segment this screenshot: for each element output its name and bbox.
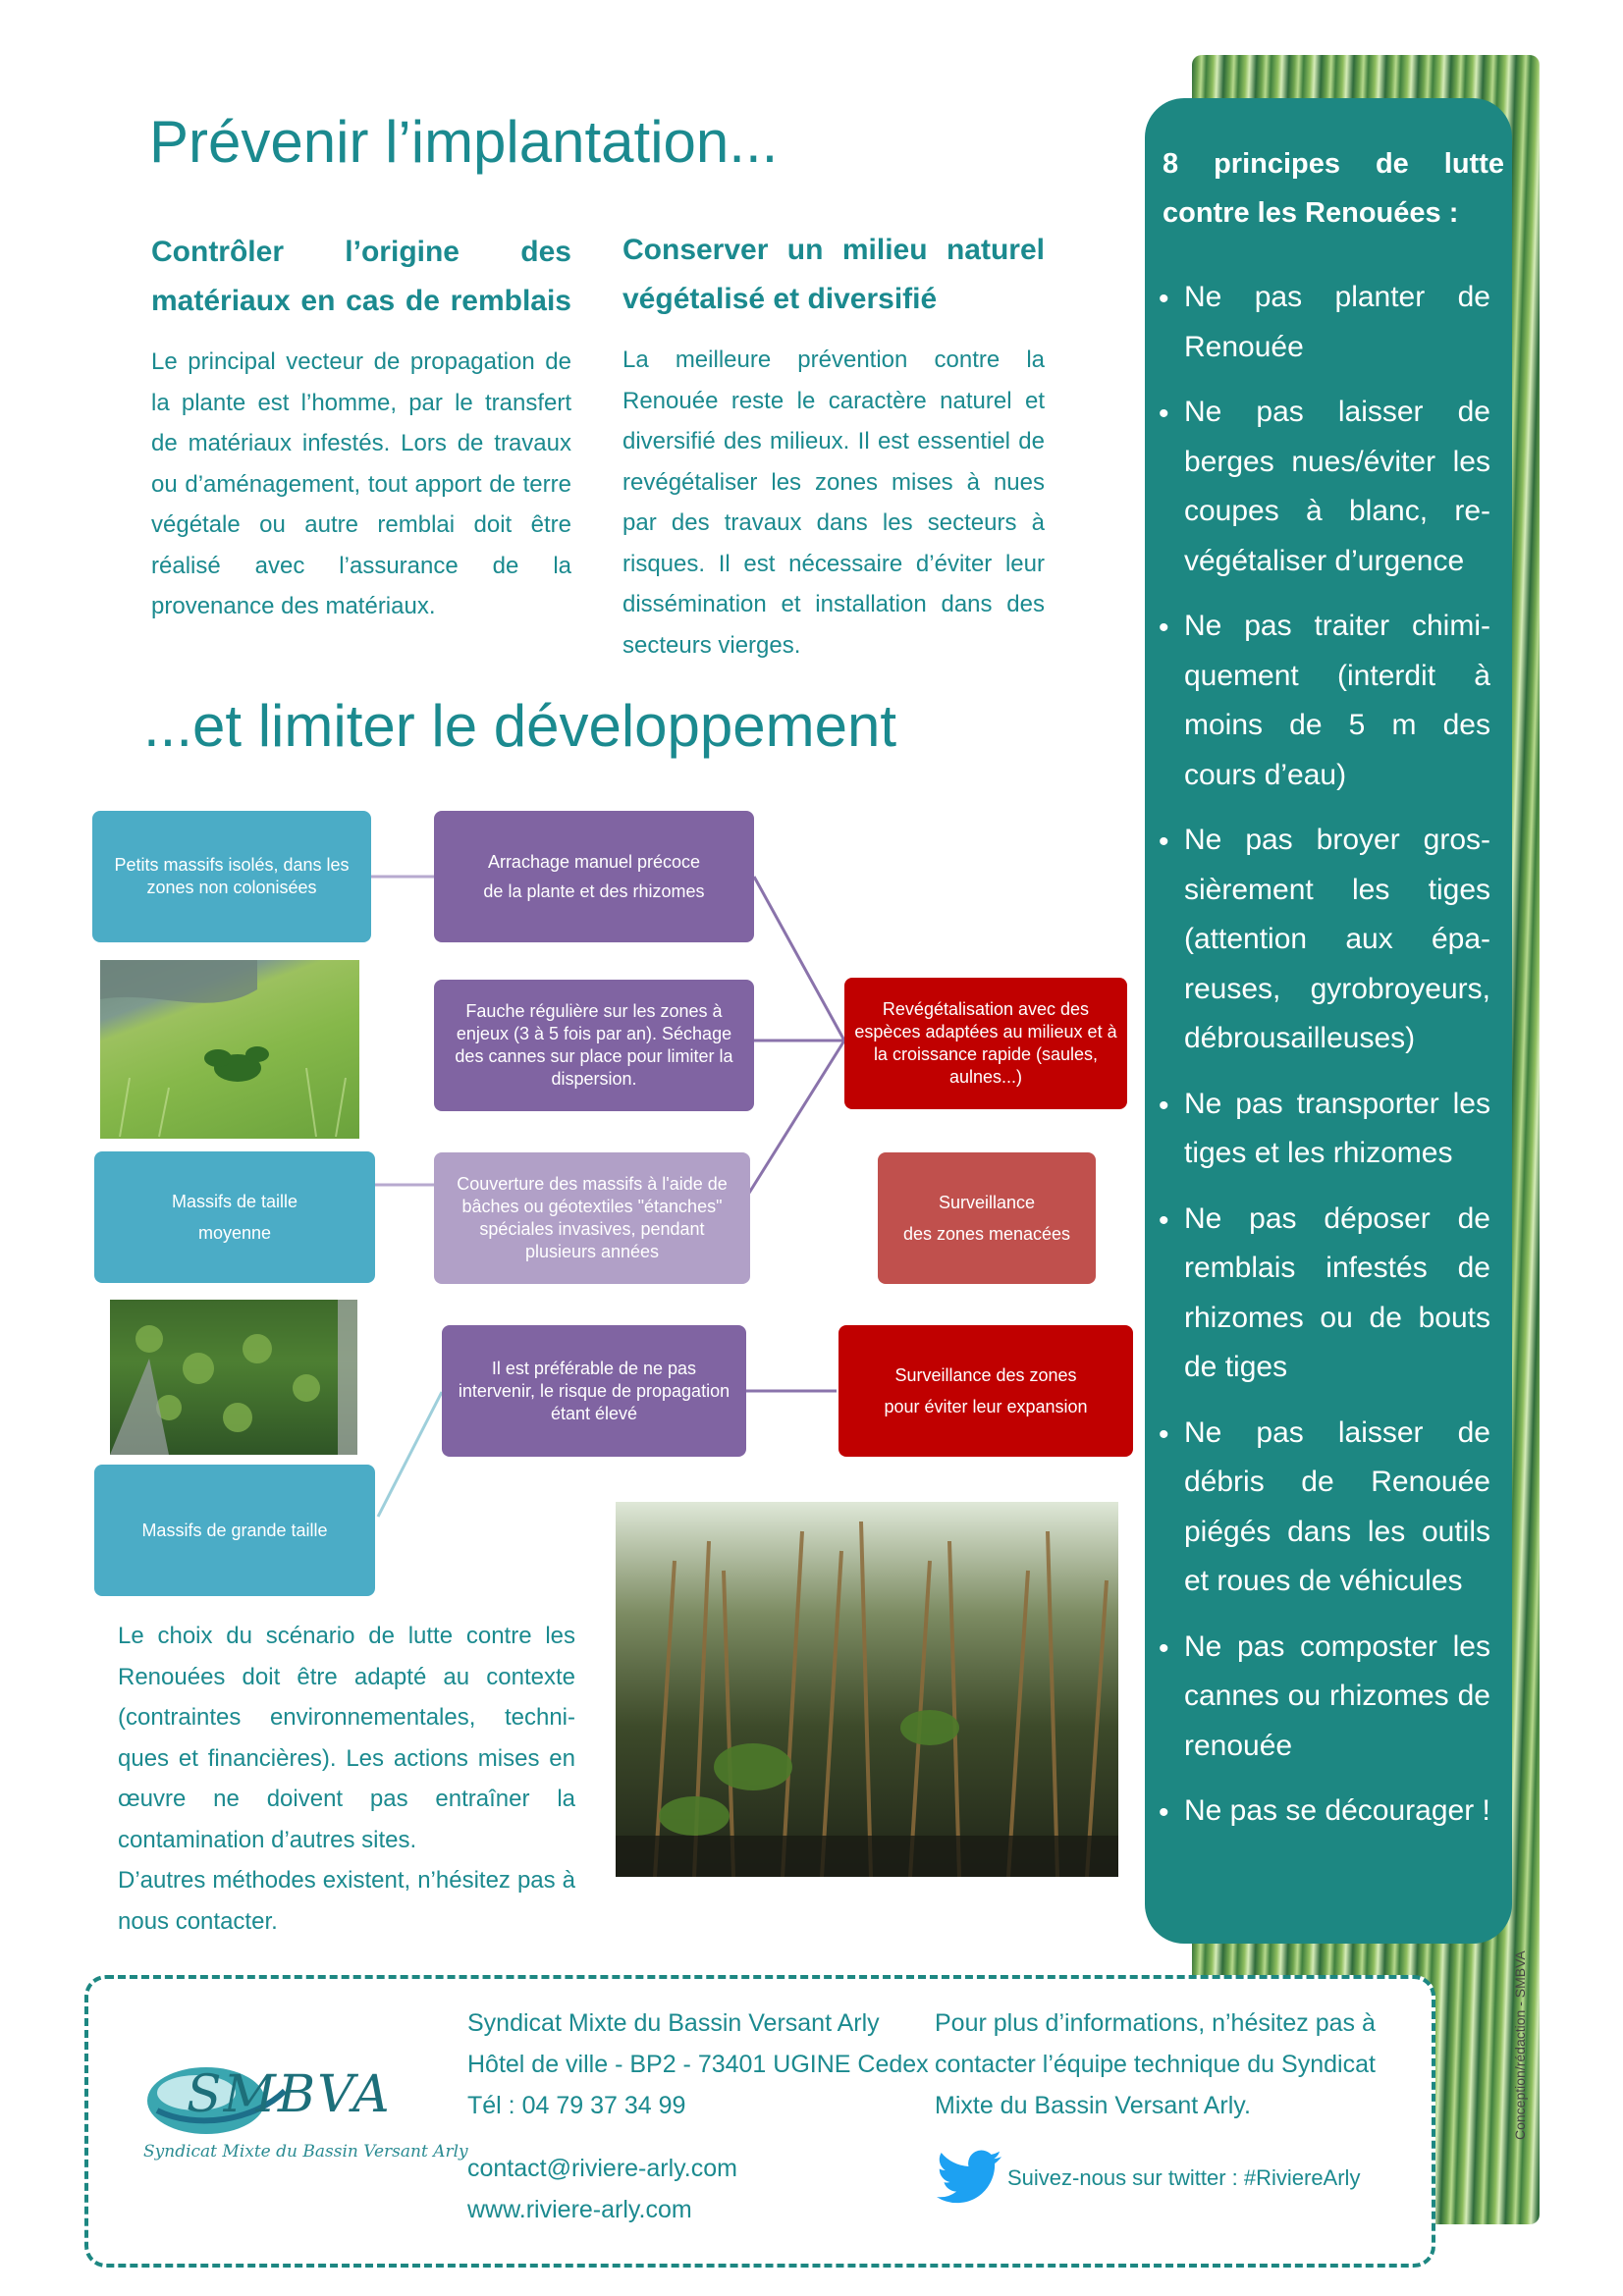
- bullet-icon: •: [1159, 1631, 1169, 1665]
- section-title: ...et limiter le développement: [143, 693, 897, 759]
- arrachage-label-2: de la plante et des rhizomes: [483, 881, 705, 901]
- principle-item: [1145, 1080, 1490, 1179]
- col2-heading: Conserver un milieu naturel végétalisé et diversifié: [622, 234, 1045, 315]
- bullet-icon: •: [1159, 398, 1169, 430]
- principle-text: Ne pas déposer de remblais infestés de rhizomes ou de bouts de tiges: [1184, 1201, 1490, 1383]
- footer-web-link[interactable]: www.riviere-arly.com: [467, 2196, 692, 2223]
- logo-tagline: Syndicat Mixte du Bassin Versant Arly: [143, 2142, 468, 2162]
- principles-panel: [1145, 98, 1512, 1944]
- surveillance-menacees-label-2: des zones menacées: [902, 1224, 1071, 1244]
- footer-email-link[interactable]: contact@riviere-arly.com: [467, 2155, 737, 2182]
- preferable-label: Il est préférable de ne pas intervenir, le risque de propagation étant élevé: [458, 1358, 730, 1423]
- bullet-icon: •: [1159, 612, 1169, 644]
- smbva-logo: [137, 2052, 468, 2179]
- footer-contact: [467, 2002, 929, 2230]
- principle-text: Ne pas laisser de débris de Renouée piégés dans les outils et roues de véhicules: [1184, 1415, 1490, 1597]
- medium-massifs-label-2: moyenne: [197, 1223, 272, 1243]
- footer-phone: Tél : 04 79 37 34 99: [467, 2092, 686, 2119]
- principle-item: [1145, 273, 1490, 372]
- large-massifs-box: [94, 1465, 375, 1596]
- principle-text: Ne pas se décourager !: [1184, 1794, 1490, 1827]
- bullet-icon: •: [1159, 1203, 1169, 1237]
- principle-text: Ne pas planter de Renouée: [1184, 281, 1490, 363]
- bullet-icon: •: [1159, 1417, 1169, 1451]
- col2-body: La meilleure prévention contre la Renouée reste le caractère naturel et diversifié des milieux. Il est essentiel de revégétaliser les zones mises à nues par des travaux dans les secteurs à risques. Il est nécessaire d’éviter leur dissémination et installation dans des secteurs vierges.: [622, 347, 1045, 659]
- medium-massifs-box: [94, 1151, 375, 1283]
- surveillance-expansion-box: [839, 1325, 1133, 1457]
- fauche-label: Fauche régulière sur les zones à enjeux (3 à 5 fois par an). Séchage des cannes sur place pour limiter la dispersion.: [455, 1001, 733, 1089]
- col1-heading: Contrôler l’origine des matériaux en cas de remblais: [151, 236, 571, 317]
- col1-body: Le principal vecteur de propagation de la plante est l’homme, par le transfert de matériaux infestés. Lors de travaux ou d’aménagement, tout apport de terre végétale ou autre remblai doit être réalisé avec l’assurance de la provenance des matériaux.: [151, 348, 571, 619]
- revegetalisation-box: [844, 978, 1127, 1109]
- principles-heading: 8 principes de lutte contre les Renouées :: [1163, 148, 1504, 229]
- principle-item: [1145, 1195, 1490, 1393]
- couverture-box: [434, 1152, 750, 1284]
- arrachage-label-1: Arrachage manuel précoce: [487, 852, 701, 872]
- conclusion-paragraph-2: D’autres méthodes existent, n’hésitez pas à nous contacter.: [118, 1867, 575, 1935]
- footer-org: Syndicat Mixte du Bassin Versant Arly: [467, 2009, 880, 2037]
- small-massifs-label: Petits massifs isolés, dans les zones non colonisées: [114, 855, 350, 897]
- principle-text: Ne pas transporter les tiges et les rhizomes: [1184, 1087, 1490, 1169]
- bullet-icon: •: [1159, 1089, 1169, 1122]
- fauche-box: [434, 980, 754, 1111]
- large-massifs-label: Massifs de grande taille: [141, 1520, 328, 1540]
- principle-text: Ne pas traiter chimi-quement (interdit à moins de 5 m des cours d’eau): [1184, 610, 1490, 791]
- footer-info: Pour plus d’informations, n’hésitez pas à contacter l’équipe technique du Syndicat Mixte du Bassin Versant Arly.: [935, 2009, 1376, 2119]
- preferable-box: [442, 1325, 746, 1457]
- logo-text: SMBVA: [187, 2065, 392, 2124]
- photo-small-massif: [100, 960, 359, 1139]
- medium-massifs-label-1: Massifs de taille: [171, 1192, 298, 1211]
- credit-text: Conception/rédaction - SMBVA: [1512, 1950, 1528, 2140]
- surveillance-menacees-label-1: Surveillance: [938, 1193, 1036, 1212]
- bullet-icon: •: [1159, 826, 1169, 858]
- surveillance-menacees-box: [878, 1152, 1096, 1284]
- twitter-text[interactable]: Suivez-nous sur twitter : #RiviereArly: [1007, 2165, 1361, 2190]
- photo-large-massif: [616, 1502, 1118, 1877]
- principle-text: Ne pas broyer gros-sièrement les tiges (attention aux épa-reuses, gyrobroyeurs, débrousailleuses): [1184, 824, 1490, 1054]
- principles-list: [1145, 273, 1490, 1852]
- principle-text: Ne pas laisser de berges nues/éviter les coupes à blanc, re-végétaliser d’urgence: [1184, 396, 1490, 577]
- conclusion-paragraph-1: Le choix du scénario de lutte contre les Renouées doit être adapté au contexte (contraintes environnementales, techni-ques et financières). Les actions mises en œuvre ne doivent pas entraîner la contamination d’autres sites.: [118, 1623, 575, 1853]
- principle-item: [1145, 1623, 1490, 1772]
- principle-item: [1145, 388, 1490, 586]
- arrachage-box: [434, 811, 754, 942]
- small-massifs-box: [92, 811, 371, 942]
- principle-text: Ne pas composter les cannes ou rhizomes de renouée: [1184, 1629, 1490, 1762]
- photo-medium-massif: [110, 1300, 357, 1455]
- conclusion-text: [118, 1616, 575, 1942]
- surveillance-expansion-label-1: Surveillance des zones: [894, 1365, 1077, 1385]
- principle-item: [1145, 1787, 1490, 1837]
- principle-item: [1145, 1409, 1490, 1607]
- principle-item: [1145, 816, 1490, 1064]
- surveillance-expansion-label-2: pour éviter leur expansion: [884, 1397, 1088, 1416]
- footer-address: Hôtel de ville - BP2 - 73401 UGINE Cedex: [467, 2051, 929, 2078]
- bullet-icon: •: [1159, 1796, 1169, 1829]
- twitter-icon[interactable]: [937, 2150, 1001, 2205]
- principle-item: [1145, 602, 1490, 800]
- revegetalisation-label: Revégétalisation avec des espèces adaptées au milieux et à la croissance rapide (saules, aulnes...): [854, 999, 1117, 1087]
- bullet-icon: •: [1159, 283, 1169, 315]
- couverture-label: Couverture des massifs à l'aide de bâches ou géotextiles "étanches" spéciales invasives, pendant plusieurs années: [457, 1174, 728, 1261]
- page-title: Prévenir l’implantation...: [149, 109, 779, 175]
